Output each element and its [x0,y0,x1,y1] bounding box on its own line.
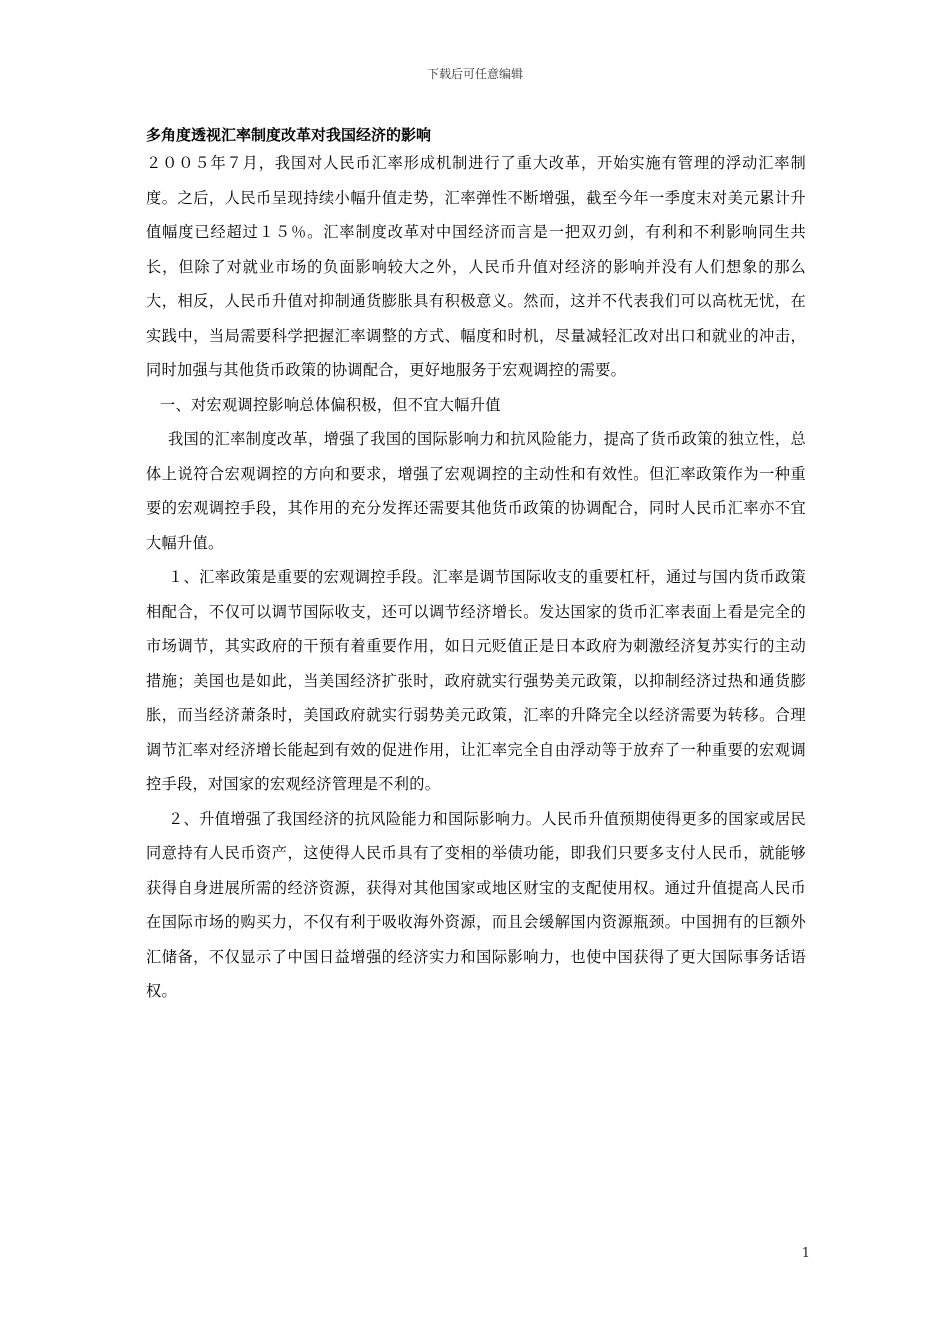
paragraph-intro: ２００５年７月，我国对人民币汇率形成机制进行了重大改革，开始实施有管理的浮动汇率制度。之后，人民币呈现持续小幅升值走势，汇率弹性不断增强，截至今年一季度末对美元累计升值幅度已经超过１５％。汇率制度改革对中国经济而言是一把双刃剑，有利和不利影响同生共长，但除了对就业市场的负面影响较大之外，人民币升值对经济的影响并没有人们想象的那么大，相反，人民币升值对抑制通货膨胀具有积极意义。然而，这并不代表我们可以高枕无忧，在实践中，当局需要科学把握汇率调整的方式、幅度和时机，尽量减轻汇改对出口和就业的冲击，同时加强与其他货币政策的协调配合，更好地服务于宏观调控的需要。 [146,154,806,379]
paragraph-item-2: ２、升值增强了我国经济的抗风险能力和国际影响力。人民币升值预期使得更多的国家或居民同意持有人民币资产，这使得人民币具有了变相的举债功能，即我们只要多支付人民币，就能够获得自身进展所需的经济资源，获得对其他国家或地区财宝的支配使用权。通过升值提高人民币在国际市场的购买力，不仅有利于吸收海外资源，而且会缓解国内资源瓶颈。中国拥有的巨额外汇储备，不仅显示了中国日益增强的经济实力和国际影响力，也使中国获得了更大国际事务话语权。 [146,809,806,1000]
paragraph-section-1: 我国的汇率制度改革，增强了我国的国际影响力和抗风险能力，提高了货币政策的独立性，总体上说符合宏观调控的方向和要求，增强了宏观调控的主动性和有效性。但汇率政策作为一种重要的宏观调控手段，其作用的充分发挥还需要其他货币政策的协调配合，同时人民币汇率亦不宜大幅升值。 [146,430,806,552]
page-number: 1 [801,1246,810,1261]
document-body [146,124,806,1009]
section-heading-1: 一、对宏观调控影响总体偏积极，但不宜大幅升值 [160,395,501,414]
paragraph-item-1: １、汇率政策是重要的宏观调控手段。汇率是调节国际收支的重要杠杆，通过与国内货币政策相配合，不仅可以调节国际收支，还可以调节经济增长。发达国家的货币汇率表面上看是完全的市场调节，其实政府的干预有着重要作用，如日元贬值正是日本政府为刺激经济复苏实行的主动措施；美国也是如此，当美国经济扩张时，政府就实行强势美元政策，以抑制经济过热和通货膨胀，而当经济萧条时，美国政府就实行弱势美元政策，汇率的升降完全以经济需要为转移。合理调节汇率对经济增长能起到有效的促进作用，让汇率完全自由浮动等于放弃了一种重要的宏观调控手段，对国家的宏观经济管理是不利的。 [146,568,806,793]
document-title: 多角度透视汇率制度改革对我国经济的影响 [146,126,432,144]
header-note: 下载后可任意编辑 [426,67,523,81]
